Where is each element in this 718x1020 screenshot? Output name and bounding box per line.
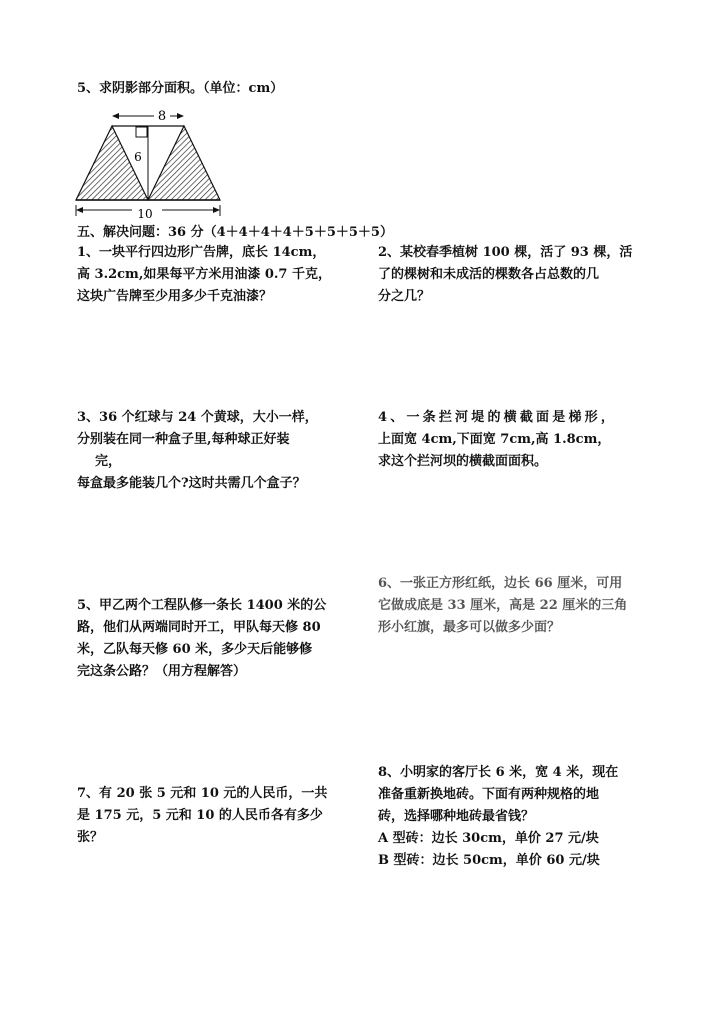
problem-3: 3、36 个红球与 24 个黄球，大小一样， 分别装在同一种盒子里,每种球正好装 完， 每盒最多能装几个?这时共需几个盒子？ <box>77 410 318 491</box>
section-heading: 五、解决问题：36 分（4＋4＋4＋4＋5＋5＋5＋5） <box>77 225 393 240</box>
height-dimension-label: 6 <box>134 150 142 164</box>
right-angle-marker <box>136 127 147 137</box>
problem-5: 5、甲乙两个工程队修一条长 1400 米的公 路，他们从两端同时开工，甲队每天修 80 米，乙队每天修 60 米，多少天后能够修 完这条公路？（用方程解答） <box>77 598 327 679</box>
trapezoid-shaded-figure <box>70 108 230 220</box>
geometry-question-title: 5、求阴影部分面积。（单位：cm） <box>77 81 284 96</box>
problem-6: 6、一张正方形红纸，边长 66 厘米，可用 它做成底是 33 厘米，高是 22 厘米的三角 形小红旗，最多可以做多少面？ <box>378 576 628 635</box>
problem-4: 4、一条拦河堤的横截面是梯形， 上面宽 4cm,下面宽 7cm,高 1.8cm， 求这个拦河坝的横截面面积。 <box>378 410 618 469</box>
bottom-dimension-label: 10 <box>137 207 153 220</box>
problem-8: 8、小明家的客厅长 6 米，宽 4 米，现在 准备重新换地砖。下面有两种规格的地 砖，选择哪种地砖最省钱？ A 型砖：边长 30cm，单价 27 元/块 B 型砖：边长 50cm，单价 60 元/块 <box>378 765 619 868</box>
problem-1: 1、一块平行四边形广告牌，底长 14cm， 高 3.2cm,如果每平方米用油漆 0.7 千克， 这块广告牌至少用多少千克油漆？ <box>77 245 332 304</box>
shaded-right-triangle <box>148 126 220 200</box>
top-dimension-label: 8 <box>157 109 167 124</box>
problem-2: 2、某校春季植树 100 棵，活了 93 棵，活 了的棵树和未成活的棵数各占总数的几 分之几？ <box>378 245 633 304</box>
problem-7: 7、有 20 张 5 元和 10 元的人民币，一共 是 175 元，5 元和 10 的人民币各有多少 张？ <box>77 786 328 845</box>
